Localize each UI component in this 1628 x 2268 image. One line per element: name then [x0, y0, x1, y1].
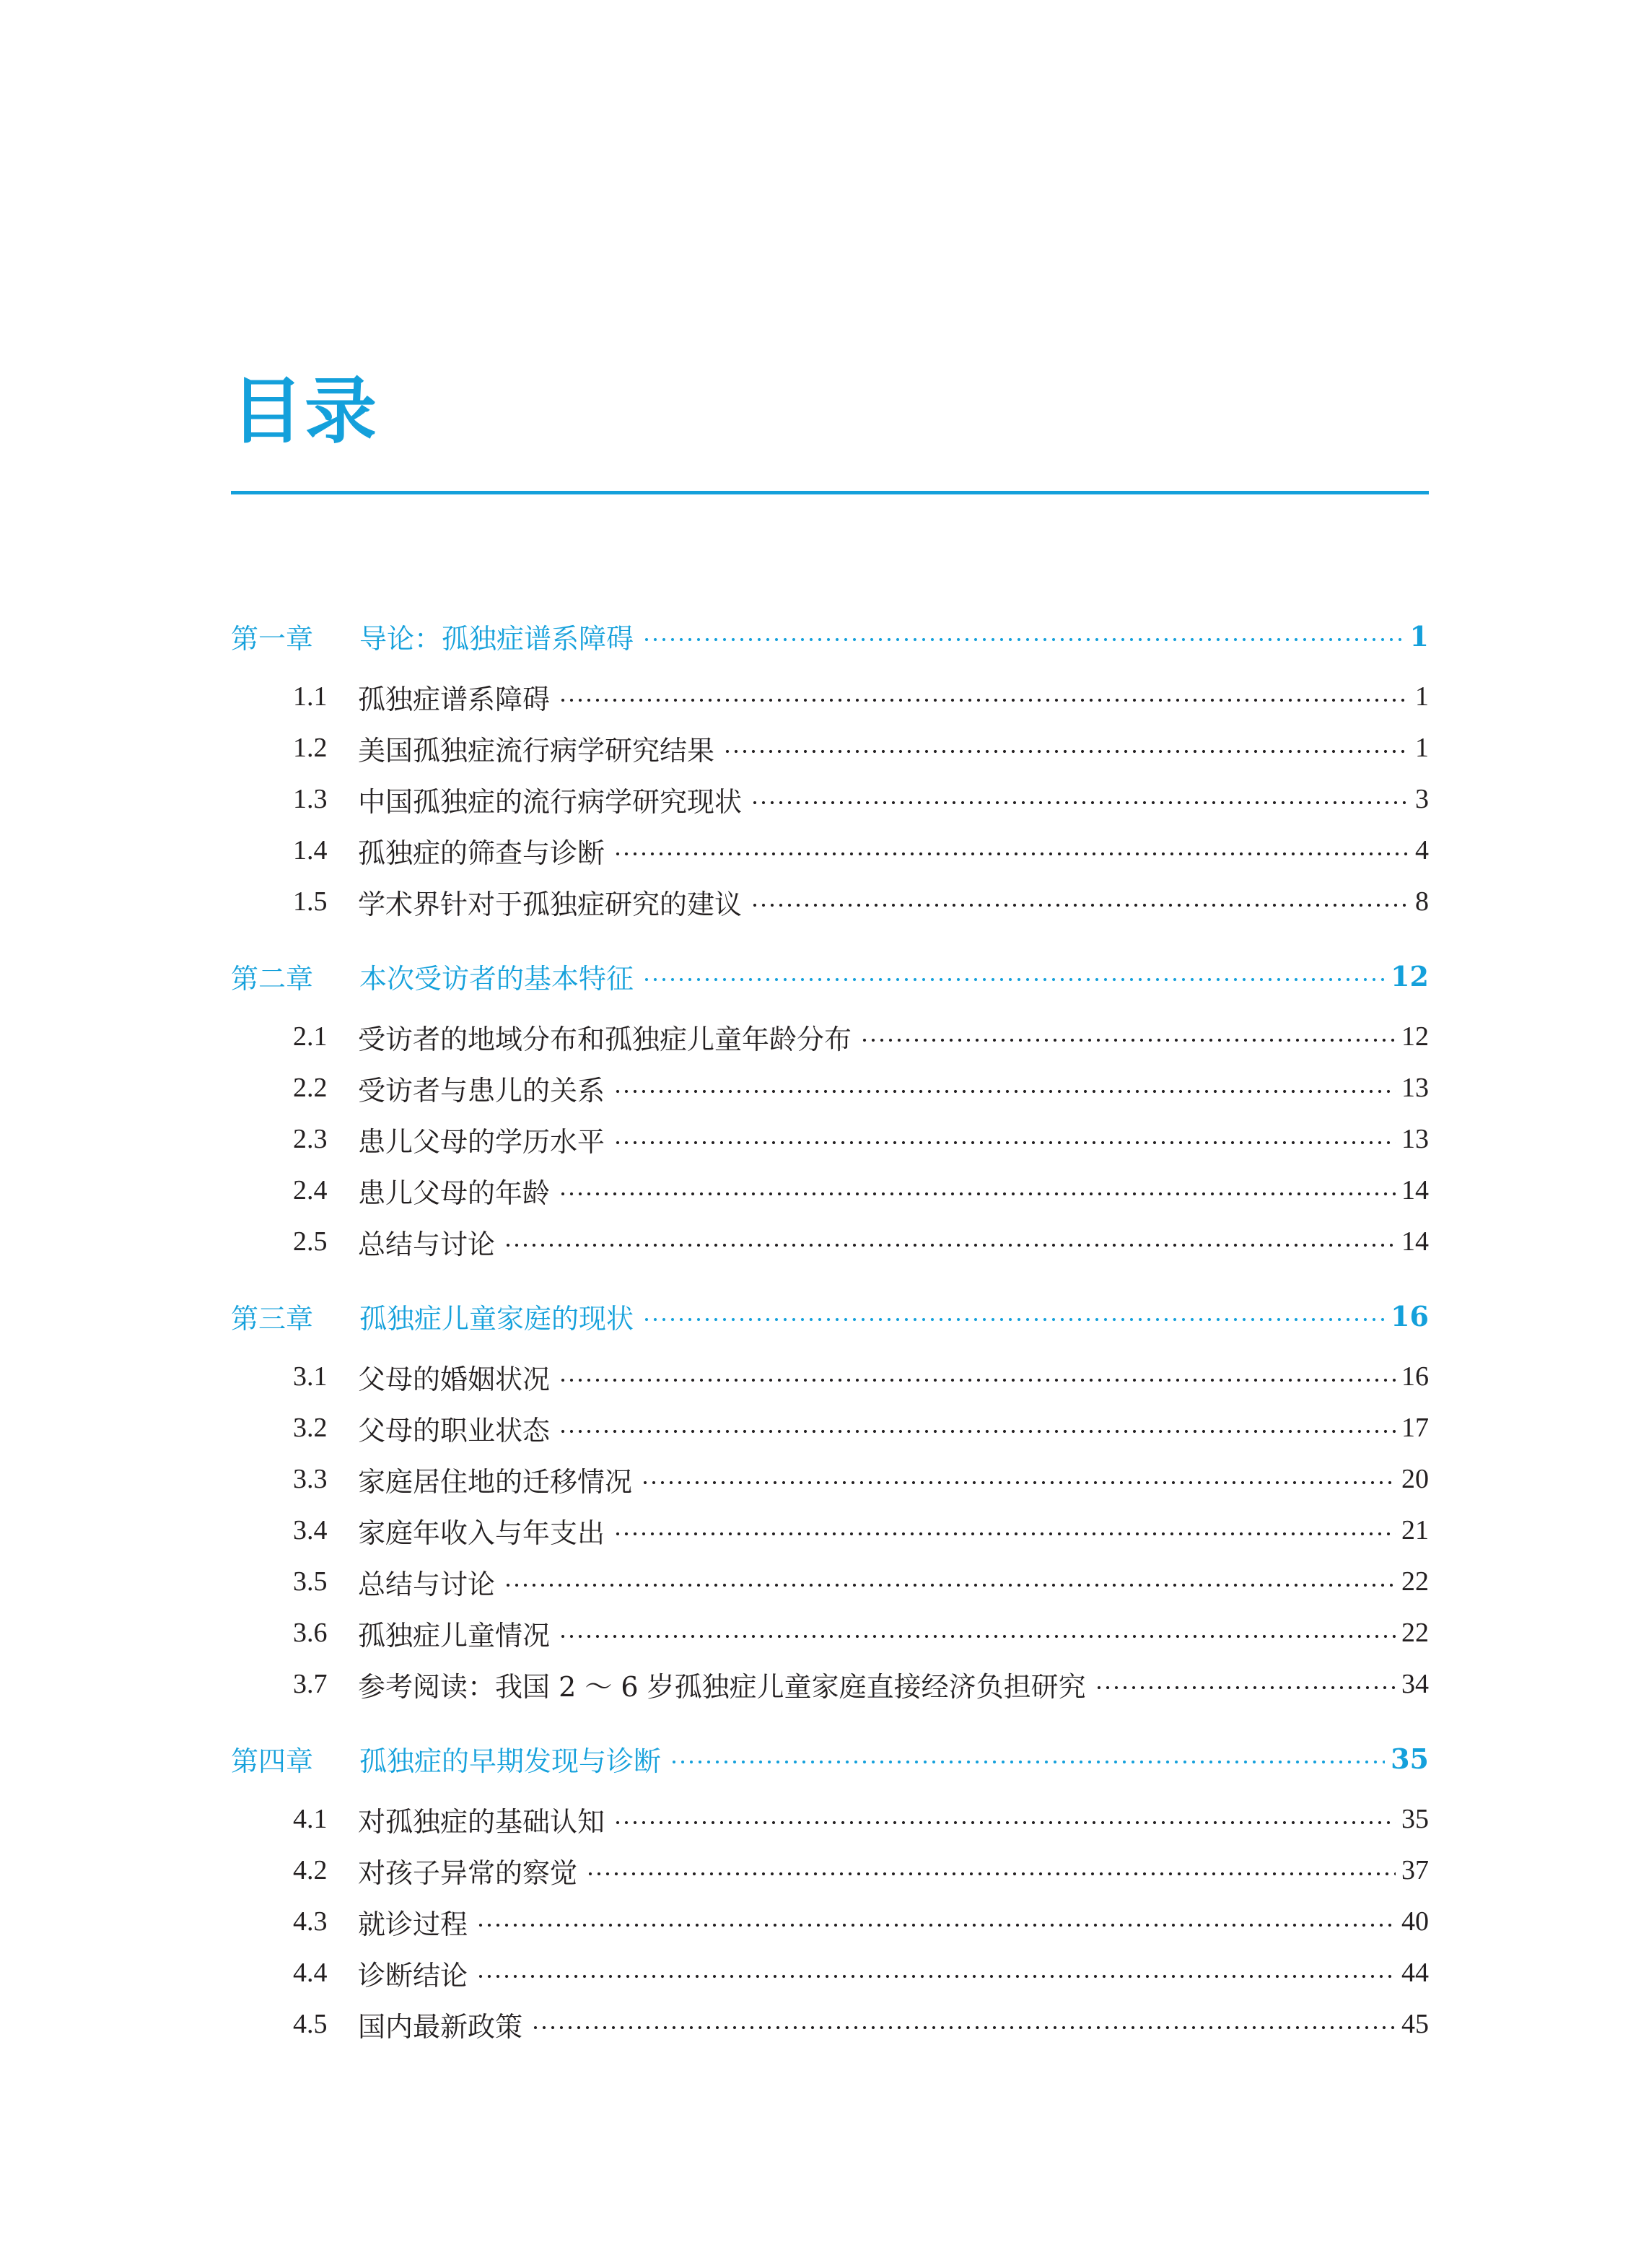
- section-number: 3.6: [293, 1618, 328, 1648]
- toc-section-3-6[interactable]: [231, 1613, 1429, 1653]
- dot-leader: [559, 1634, 1396, 1639]
- chapter-title: 导论：孤独症谱系障碍: [359, 622, 634, 655]
- dot-leader: [750, 800, 1409, 806]
- toc-section-3-3[interactable]: [231, 1459, 1429, 1499]
- toc-chapter-3[interactable]: [231, 1296, 1429, 1336]
- section-page-number: 35: [1401, 1804, 1429, 1834]
- section-page-number: 45: [1401, 2009, 1429, 2039]
- chapter-page-number: 12: [1391, 959, 1429, 993]
- dot-leader: [476, 1973, 1396, 1979]
- section-page-number: 3: [1415, 784, 1429, 814]
- section-number: 1.4: [293, 835, 328, 865]
- section-title: 参考阅读：我国 2 ～ 6 岁孤独症儿童家庭直接经济负担研究: [358, 1670, 1086, 1703]
- chapter-label: 第一章: [231, 622, 314, 655]
- dot-leader: [860, 1037, 1396, 1043]
- section-number: 1.1: [293, 681, 328, 712]
- toc-section-1-2[interactable]: [231, 728, 1429, 768]
- section-page-number: 1: [1415, 681, 1429, 712]
- section-title: 父母的职业状态: [358, 1414, 551, 1447]
- section-page-number: 4: [1415, 835, 1429, 865]
- section-page-number: 8: [1415, 886, 1429, 917]
- dot-leader: [642, 1317, 1385, 1322]
- toc-chapter-2[interactable]: [231, 956, 1429, 996]
- dot-leader: [613, 1089, 1396, 1094]
- dot-leader: [642, 637, 1404, 642]
- section-number: 4.1: [293, 1804, 328, 1834]
- section-title: 总结与讨论: [358, 1568, 496, 1600]
- section-number: 4.5: [293, 2009, 328, 2039]
- section-page-number: 40: [1401, 1906, 1429, 1937]
- toc-section-2-3[interactable]: [231, 1119, 1429, 1159]
- section-page-number: 17: [1401, 1413, 1429, 1443]
- section-number: 3.2: [293, 1413, 328, 1443]
- dot-leader: [559, 697, 1409, 703]
- section-title: 孤独症的筛查与诊断: [358, 837, 605, 869]
- section-number: 1.5: [293, 886, 328, 917]
- section-page-number: 37: [1401, 1855, 1429, 1885]
- section-page-number: 14: [1401, 1226, 1429, 1257]
- section-page-number: 22: [1401, 1566, 1429, 1597]
- section-title: 美国孤独症流行病学研究结果: [358, 734, 715, 767]
- section-page-number: 34: [1401, 1669, 1429, 1699]
- dot-leader: [613, 1531, 1396, 1537]
- dot-leader: [504, 1242, 1396, 1248]
- dot-leader: [559, 1377, 1396, 1383]
- section-number: 4.3: [293, 1906, 328, 1937]
- chapter-page-number: 35: [1391, 1742, 1429, 1775]
- dot-leader: [613, 1820, 1396, 1826]
- page-title: 目录: [231, 369, 378, 453]
- dot-leader: [476, 1922, 1396, 1928]
- section-number: 2.3: [293, 1124, 328, 1154]
- section-title: 对孩子异常的察觉: [358, 1857, 578, 1889]
- dot-leader: [613, 1140, 1396, 1146]
- section-number: 3.1: [293, 1361, 328, 1392]
- section-number: 2.5: [293, 1226, 328, 1257]
- dot-leader: [1095, 1685, 1396, 1691]
- section-title: 父母的婚姻状况: [358, 1363, 551, 1395]
- section-page-number: 44: [1401, 1958, 1429, 1988]
- toc-section-4-1[interactable]: [231, 1799, 1429, 1839]
- chapter-title: 孤独症儿童家庭的现状: [359, 1302, 634, 1335]
- section-title: 国内最新政策: [358, 2010, 523, 2043]
- toc-section-3-2[interactable]: [231, 1408, 1429, 1448]
- section-title: 学术界针对于孤独症研究的建议: [358, 888, 743, 920]
- dot-leader: [559, 1429, 1396, 1434]
- dot-leader: [642, 977, 1385, 982]
- section-title: 受访者的地域分布和孤独症儿童年龄分布: [358, 1023, 852, 1055]
- section-number: 2.4: [293, 1175, 328, 1205]
- section-page-number: 20: [1401, 1464, 1429, 1494]
- toc-section-2-1[interactable]: [231, 1016, 1429, 1057]
- dot-leader: [531, 2025, 1396, 2031]
- section-page-number: 13: [1401, 1124, 1429, 1154]
- section-title: 就诊过程: [358, 1908, 468, 1940]
- section-page-number: 13: [1401, 1073, 1429, 1103]
- section-title: 对孤独症的基础认知: [358, 1805, 605, 1838]
- toc-section-4-3[interactable]: [231, 1901, 1429, 1942]
- chapter-label: 第四章: [231, 1745, 314, 1777]
- chapter-label: 第二章: [231, 962, 314, 995]
- section-title: 孤独症儿童情况: [358, 1619, 551, 1652]
- section-number: 2.2: [293, 1073, 328, 1103]
- dot-leader: [504, 1582, 1396, 1588]
- section-page-number: 16: [1401, 1361, 1429, 1392]
- section-title: 诊断结论: [358, 1959, 468, 1992]
- chapter-title: 本次受访者的基本特征: [359, 962, 634, 995]
- toc-section-3-1[interactable]: [231, 1356, 1429, 1397]
- chapter-page-number: 1: [1409, 619, 1429, 653]
- toc-section-3-5[interactable]: [231, 1561, 1429, 1602]
- toc-section-1-5[interactable]: [231, 881, 1429, 922]
- section-title: 孤独症谱系障碍: [358, 683, 551, 715]
- toc-section-4-5[interactable]: [231, 2004, 1429, 2044]
- section-title: 总结与讨论: [358, 1228, 496, 1260]
- section-number: 4.4: [293, 1958, 328, 1988]
- section-page-number: 22: [1401, 1618, 1429, 1648]
- dot-leader: [670, 1759, 1385, 1765]
- toc-section-1-4[interactable]: [231, 830, 1429, 871]
- title-divider: [231, 491, 1429, 494]
- toc-chapter-1[interactable]: [231, 616, 1429, 656]
- dot-leader: [586, 1871, 1396, 1877]
- section-number: 3.7: [293, 1669, 328, 1699]
- dot-leader: [723, 749, 1409, 754]
- section-page-number: 14: [1401, 1175, 1429, 1205]
- section-number: 1.2: [293, 733, 328, 763]
- section-number: 3.3: [293, 1464, 328, 1494]
- section-title: 中国孤独症的流行病学研究现状: [358, 785, 743, 818]
- section-page-number: 21: [1401, 1515, 1429, 1545]
- toc-section-3-7[interactable]: [231, 1664, 1429, 1704]
- toc-section-1-1[interactable]: [231, 676, 1429, 717]
- toc-section-4-2[interactable]: [231, 1850, 1429, 1890]
- toc-section-4-4[interactable]: [231, 1953, 1429, 1993]
- section-number: 3.4: [293, 1515, 328, 1545]
- dot-leader: [613, 851, 1409, 857]
- section-number: 4.2: [293, 1855, 328, 1885]
- toc-section-1-3[interactable]: [231, 779, 1429, 819]
- section-title: 受访者与患儿的关系: [358, 1074, 605, 1107]
- toc-section-3-4[interactable]: [231, 1510, 1429, 1550]
- toc-section-2-5[interactable]: [231, 1221, 1429, 1262]
- dot-leader: [559, 1191, 1396, 1197]
- section-title: 患儿父母的年龄: [358, 1177, 551, 1209]
- section-title: 家庭年收入与年支出: [358, 1517, 605, 1549]
- dot-leader: [641, 1480, 1396, 1486]
- section-title: 家庭居住地的迁移情况: [358, 1465, 633, 1498]
- section-number: 3.5: [293, 1566, 328, 1597]
- dot-leader: [750, 902, 1409, 908]
- chapter-title: 孤独症的早期发现与诊断: [359, 1745, 662, 1777]
- section-page-number: 1: [1415, 733, 1429, 763]
- toc-section-2-4[interactable]: [231, 1170, 1429, 1211]
- section-title: 患儿父母的学历水平: [358, 1125, 605, 1158]
- section-number: 1.3: [293, 784, 328, 814]
- section-page-number: 12: [1401, 1021, 1429, 1052]
- toc-section-2-2[interactable]: [231, 1068, 1429, 1108]
- chapter-page-number: 16: [1391, 1299, 1429, 1333]
- toc-chapter-4[interactable]: [231, 1738, 1429, 1779]
- section-number: 2.1: [293, 1021, 328, 1052]
- chapter-label: 第三章: [231, 1302, 314, 1335]
